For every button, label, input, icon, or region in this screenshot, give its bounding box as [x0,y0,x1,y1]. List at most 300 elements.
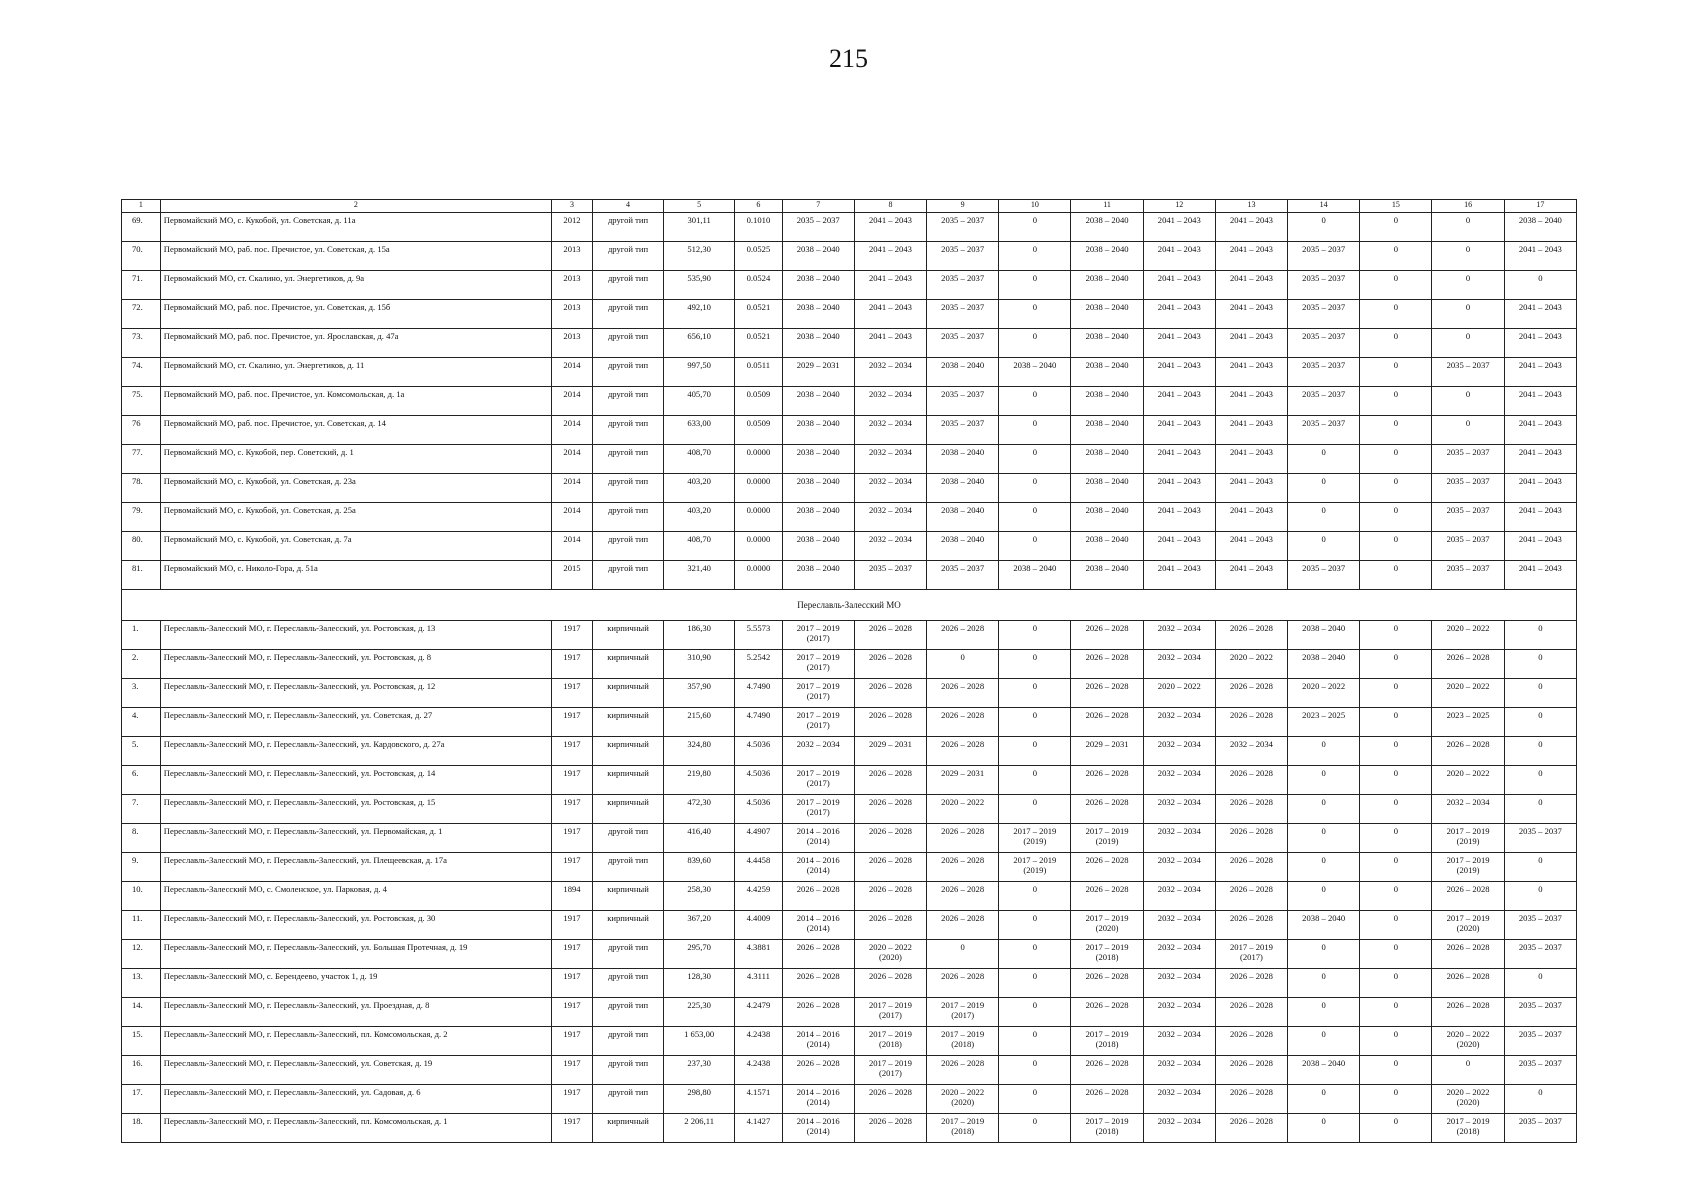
address: Первомайский МО, ст. Скалино, ул. Энергетиков, д. 11 [160,358,551,387]
period-c15: 0 [1360,708,1432,737]
period-c7: 2038 – 2040 [782,242,854,271]
wear-rate: 0.0521 [735,329,782,358]
period-c8 [854,1085,926,1114]
cell-period: 2026 – 2028 [1085,884,1129,894]
build-year: 1917 [552,708,593,737]
table-row [122,474,1577,503]
period-c11 [1071,795,1143,824]
address: Первомайский МО, с. Кукобой, ул. Советская, д. 11а [160,213,551,242]
row-number: 3. [122,679,161,708]
period-c17: 2041 – 2043 [1504,416,1576,445]
address: Первомайский МО, раб. пос. Пречистое, ул. Советская, д. 14 [160,416,551,445]
period-c8 [854,679,926,708]
cell-period: 2026 – 2028 [868,710,912,720]
wear-rate: 4.4907 [735,824,782,853]
period-c9 [927,969,999,998]
area: 215,60 [664,708,735,737]
cell-period: 2026 – 2028 [1229,826,1273,836]
period-c12: 2032 – 2034 [1143,969,1215,998]
column-number: 14 [1288,200,1360,213]
cell-period: 2032 – 2034 [1229,739,1273,749]
period-c9: 2038 – 2040 [927,503,999,532]
cell-period: 2017 – 2019 [796,652,840,662]
period-c15: 0 [1360,882,1432,911]
cell-period: 2026 – 2028 [796,971,840,981]
cell-period: 2026 – 2028 [1085,710,1129,720]
period-c15: 0 [1360,1085,1432,1114]
period-c7: 2038 – 2040 [782,561,854,590]
cell-planned-year: (2014) [806,1039,830,1050]
period-c12: 2032 – 2034 [1143,650,1215,679]
table-row [122,1056,1577,1085]
cell-period: 2026 – 2028 [941,826,985,836]
period-c14: 2035 – 2037 [1288,329,1360,358]
table-row [122,532,1577,561]
address: Переславль-Залесский МО, г. Переславль-Залесский, ул. Проездная, д. 8 [160,998,551,1027]
period-c16 [1432,1056,1504,1085]
period-c13 [1215,1085,1287,1114]
period-c9 [927,621,999,650]
wall-type: кирпичный [592,1114,663,1143]
row-number: 4. [122,708,161,737]
period-c14: 0 [1288,853,1360,882]
period-c12: 2032 – 2034 [1143,824,1215,853]
table-row [122,358,1577,387]
address: Переславль-Залесский МО, г. Переславль-Залесский, ул. Ростовская, д. 13 [160,621,551,650]
period-c14: 0 [1288,1027,1360,1056]
build-year: 2013 [552,242,593,271]
build-year: 1917 [552,1114,593,1143]
period-c12: 2041 – 2043 [1143,271,1215,300]
period-c9 [927,650,999,679]
wear-rate: 0.0000 [735,445,782,474]
table-row [122,650,1577,679]
period-c12: 2041 – 2043 [1143,474,1215,503]
period-c11 [1071,998,1143,1027]
row-number: 10. [122,882,161,911]
build-year: 1917 [552,621,593,650]
period-c14: 0 [1288,998,1360,1027]
row-number: 14. [122,998,161,1027]
address: Переславль-Залесский МО, г. Переславль-Залесский, ул. Ростовская, д. 8 [160,650,551,679]
period-c8: 2041 – 2043 [854,242,926,271]
build-year: 1917 [552,679,593,708]
row-number: 1. [122,621,161,650]
period-c14: 0 [1288,824,1360,853]
period-c9: 2035 – 2037 [927,300,999,329]
period-c14: 0 [1288,445,1360,474]
cell-period: 2026 – 2028 [868,855,912,865]
cell-period: 2026 – 2028 [941,855,985,865]
period-c9: 2038 – 2040 [927,358,999,387]
period-c10 [999,940,1071,969]
cell-planned-year: (2017) [806,662,830,673]
build-year: 1917 [552,940,593,969]
wall-type: другой тип [592,998,663,1027]
table-row [122,213,1577,242]
cell-period: 2017 – 2019 [1446,913,1490,923]
period-c13: 2041 – 2043 [1215,329,1287,358]
wall-type: другой тип [592,271,663,300]
build-year: 1917 [552,911,593,940]
period-c17: 2041 – 2043 [1504,329,1576,358]
cell-period: 2026 – 2028 [1446,739,1490,749]
period-c11: 2038 – 2040 [1071,300,1143,329]
row-number: 6. [122,766,161,795]
period-c16 [1432,940,1504,969]
period-c11: 2038 – 2040 [1071,213,1143,242]
cell-period: 2026 – 2028 [868,826,912,836]
column-number: 17 [1504,200,1576,213]
cell-planned-year: (2017) [806,807,830,818]
period-c14: 0 [1288,969,1360,998]
period-c15: 0 [1360,300,1432,329]
table-row [122,503,1577,532]
area: 997,50 [664,358,735,387]
cell-planned-year: (2020) [951,1097,975,1108]
period-c16 [1432,650,1504,679]
period-c15: 0 [1360,911,1432,940]
period-c12: 2032 – 2034 [1143,882,1215,911]
period-c14: 0 [1288,1085,1360,1114]
period-c17: 0 [1504,969,1576,998]
cell-planned-year: (2020) [1456,1039,1480,1050]
row-number: 12. [122,940,161,969]
address: Переславль-Залесский МО, с. Берендеево, участок 1, д. 19 [160,969,551,998]
address: Первомайский МО, раб. пос. Пречистое, ул. Ярославская, д. 47а [160,329,551,358]
period-c14: 2035 – 2037 [1288,416,1360,445]
area: 1 653,00 [664,1027,735,1056]
cell-period: 2026 – 2028 [941,971,985,981]
wall-type: другой тип [592,329,663,358]
address: Первомайский МО, с. Кукобой, ул. Советская, д. 7а [160,532,551,561]
period-c10 [999,621,1071,650]
address: Первомайский МО, с. Кукобой, пер. Советский, д. 1 [160,445,551,474]
period-c7 [782,795,854,824]
cell-period: 2032 – 2034 [1446,797,1490,807]
table-row [122,1114,1577,1143]
build-year: 1917 [552,1085,593,1114]
area: 321,40 [664,561,735,590]
wall-type: кирпичный [592,766,663,795]
cell-period: 2026 – 2028 [868,768,912,778]
period-c8 [854,940,926,969]
period-c8: 2035 – 2037 [854,561,926,590]
period-c12: 2032 – 2034 [1143,1085,1215,1114]
period-c12: 2032 – 2034 [1143,737,1215,766]
period-c7 [782,650,854,679]
cell-period: 2026 – 2028 [1446,942,1490,952]
period-c11 [1071,882,1143,911]
period-c11 [1071,650,1143,679]
period-c9: 2035 – 2037 [927,213,999,242]
period-c15: 0 [1360,737,1432,766]
row-number: 5. [122,737,161,766]
build-year: 2014 [552,416,593,445]
table-row [122,561,1577,590]
cell-period: 2017 – 2019 [1446,1116,1490,1126]
cell-period: 2029 – 2031 [941,768,985,778]
build-year: 1917 [552,824,593,853]
cell-planned-year: (2019) [1456,836,1480,847]
cell-planned-year: (2017) [878,1068,902,1079]
cell-period: 2026 – 2028 [1446,652,1490,662]
cell-period: 2017 – 2019 [941,1116,985,1126]
row-number: 9. [122,853,161,882]
cell-period: 2014 – 2016 [796,1087,840,1097]
wear-rate: 4.2438 [735,1027,782,1056]
period-c14: 2023 – 2025 [1288,708,1360,737]
period-c15: 0 [1360,1056,1432,1085]
cell-period: 2017 – 2019 [1446,855,1490,865]
period-c7: 2038 – 2040 [782,300,854,329]
period-c16 [1432,824,1504,853]
period-c15: 0 [1360,679,1432,708]
wall-type: другой тип [592,853,663,882]
cell-period: 2026 – 2028 [1085,1087,1129,1097]
period-c17: 0 [1504,882,1576,911]
cell-period: 2020 – 2022 [868,942,912,952]
period-c12: 2032 – 2034 [1143,766,1215,795]
wall-type: другой тип [592,300,663,329]
period-c12: 2032 – 2034 [1143,853,1215,882]
cell-period: 0 [1032,1087,1037,1097]
address: Переславль-Залесский МО, г. Переславль-Залесский, ул. Плещеевская, д. 17а [160,853,551,882]
wear-rate: 4.4009 [735,911,782,940]
period-c7: 2035 – 2037 [782,213,854,242]
period-c10: 0 [999,213,1071,242]
period-c8: 2041 – 2043 [854,329,926,358]
period-c15: 0 [1360,213,1432,242]
period-c9 [927,795,999,824]
period-c11 [1071,1114,1143,1143]
period-c14: 0 [1288,766,1360,795]
address: Переславль-Залесский МО, г. Переславль-Залесский, ул. Ростовская, д. 14 [160,766,551,795]
wear-rate: 4.2479 [735,998,782,1027]
area: 408,70 [664,532,735,561]
table-row [122,300,1577,329]
cell-period: 2026 – 2028 [868,652,912,662]
period-c12: 2032 – 2034 [1143,940,1215,969]
area: 656,10 [664,329,735,358]
period-c15: 0 [1360,474,1432,503]
row-number: 72. [122,300,161,329]
period-c10: 0 [999,300,1071,329]
period-c13: 2041 – 2043 [1215,271,1287,300]
period-c11: 2038 – 2040 [1071,329,1143,358]
period-c10: 0 [999,271,1071,300]
wear-rate: 0.0000 [735,474,782,503]
address: Первомайский МО, раб. пос. Пречистое, ул. Советская, д. 15а [160,242,551,271]
period-c16: 2035 – 2037 [1432,358,1504,387]
period-c13 [1215,795,1287,824]
table-row [122,1085,1577,1114]
wear-rate: 0.0525 [735,242,782,271]
area: 512,30 [664,242,735,271]
cell-period: 2026 – 2028 [1229,1087,1273,1097]
period-c13: 2041 – 2043 [1215,300,1287,329]
cell-period: 2026 – 2028 [796,1000,840,1010]
period-c14: 0 [1288,503,1360,532]
cell-period: 2026 – 2028 [941,739,985,749]
period-c16 [1432,882,1504,911]
column-number: 2 [160,200,551,213]
cell-period: 2026 – 2028 [868,1116,912,1126]
address: Переславль-Залесский МО, г. Переславль-Залесский, ул. Кардовского, д. 27а [160,737,551,766]
row-number: 13. [122,969,161,998]
build-year: 2014 [552,532,593,561]
cell-period: 0 [1032,739,1037,749]
cell-period: 2014 – 2016 [796,826,840,836]
period-c9: 2035 – 2037 [927,561,999,590]
period-c11: 2038 – 2040 [1071,532,1143,561]
section-row [122,590,1577,621]
build-year: 1917 [552,969,593,998]
period-c17: 0 [1504,271,1576,300]
period-c12: 2032 – 2034 [1143,1056,1215,1085]
row-number: 75. [122,387,161,416]
cell-planned-year: (2017) [951,1010,975,1021]
wear-rate: 0.0000 [735,561,782,590]
period-c9 [927,911,999,940]
period-c16: 2035 – 2037 [1432,503,1504,532]
period-c17: 0 [1504,766,1576,795]
period-c12: 2041 – 2043 [1143,416,1215,445]
period-c9 [927,1114,999,1143]
period-c16 [1432,708,1504,737]
period-c7: 2038 – 2040 [782,416,854,445]
cell-period: 2026 – 2028 [941,1058,985,1068]
table-row [122,416,1577,445]
period-c13 [1215,824,1287,853]
area: 219,80 [664,766,735,795]
column-number: 10 [999,200,1071,213]
period-c17: 0 [1504,650,1576,679]
area: 258,30 [664,882,735,911]
period-c8: 2041 – 2043 [854,213,926,242]
table-row [122,387,1577,416]
table-row [122,766,1577,795]
cell-planned-year: (2018) [951,1039,975,1050]
cell-period: 2014 – 2016 [796,1029,840,1039]
period-c7: 2038 – 2040 [782,532,854,561]
period-c14: 2035 – 2037 [1288,271,1360,300]
area: 225,30 [664,998,735,1027]
period-c8: 2032 – 2034 [854,532,926,561]
wall-type: кирпичный [592,621,663,650]
period-c7: 2029 – 2031 [782,358,854,387]
column-number: 7 [782,200,854,213]
table-row [122,882,1577,911]
wear-rate: 0.0524 [735,271,782,300]
period-c7 [782,708,854,737]
period-c11: 2038 – 2040 [1071,561,1143,590]
cell-planned-year: (2017) [806,691,830,702]
cell-period: 2026 – 2028 [1085,623,1129,633]
address: Переславль-Залесский МО, г. Переславль-Залесский, ул. Большая Протечная, д. 19 [160,940,551,969]
cell-period: 2017 – 2019 [1085,1116,1129,1126]
period-c14: 2035 – 2037 [1288,387,1360,416]
period-c11 [1071,940,1143,969]
period-c8: 2032 – 2034 [854,474,926,503]
cell-planned-year: (2017) [806,633,830,644]
period-c11: 2038 – 2040 [1071,387,1143,416]
period-c11 [1071,679,1143,708]
period-c11: 2038 – 2040 [1071,474,1143,503]
wear-rate: 0.0521 [735,300,782,329]
cell-period: 2017 – 2019 [1013,826,1057,836]
period-c16: 2035 – 2037 [1432,561,1504,590]
cell-period: 2017 – 2019 [1446,826,1490,836]
period-c17: 2035 – 2037 [1504,1027,1576,1056]
address: Переславль-Залесский МО, г. Переславль-Залесский, ул. Ростовская, д. 15 [160,795,551,824]
wall-type: другой тип [592,532,663,561]
period-c12: 2041 – 2043 [1143,242,1215,271]
wall-type: кирпичный [592,911,663,940]
cell-period: 2017 – 2019 [1085,826,1129,836]
wall-type: другой тип [592,561,663,590]
wall-type: другой тип [592,1085,663,1114]
cell-period: 2026 – 2028 [1229,1029,1273,1039]
wear-rate: 4.7490 [735,708,782,737]
cell-period: 2026 – 2028 [1229,855,1273,865]
cell-period: 2026 – 2028 [1229,1000,1273,1010]
period-c15: 0 [1360,650,1432,679]
area: 2 206,11 [664,1114,735,1143]
period-c9: 2035 – 2037 [927,387,999,416]
period-c8 [854,737,926,766]
cell-period: 2014 – 2016 [796,913,840,923]
period-c12: 2041 – 2043 [1143,358,1215,387]
row-number: 11. [122,911,161,940]
period-c16: 0 [1432,300,1504,329]
cell-period: 2026 – 2028 [1085,1000,1129,1010]
cell-period: 2017 – 2019 [1085,942,1129,952]
period-c8: 2032 – 2034 [854,358,926,387]
build-year: 2014 [552,358,593,387]
period-c8 [854,1114,926,1143]
cell-period: 2026 – 2028 [1229,913,1273,923]
cell-period: 2026 – 2028 [796,942,840,952]
wear-rate: 4.1571 [735,1085,782,1114]
period-c14: 0 [1288,882,1360,911]
wear-rate: 4.5036 [735,795,782,824]
period-c7 [782,737,854,766]
wear-rate: 4.7490 [735,679,782,708]
wall-type: кирпичный [592,795,663,824]
cell-planned-year: (2019) [1023,836,1047,847]
period-c8 [854,1027,926,1056]
period-c15: 0 [1360,503,1432,532]
period-c9: 2038 – 2040 [927,474,999,503]
period-c10: 0 [999,445,1071,474]
row-number: 15. [122,1027,161,1056]
period-c10: 2038 – 2040 [999,358,1071,387]
period-c13 [1215,1027,1287,1056]
page-number: 215 [829,44,868,73]
address: Переславль-Залесский МО, г. Переславль-Залесский, ул. Ростовская, д. 12 [160,679,551,708]
period-c17: 2035 – 2037 [1504,824,1576,853]
build-year: 1917 [552,1027,593,1056]
period-c11 [1071,969,1143,998]
area: 357,90 [664,679,735,708]
area: 633,00 [664,416,735,445]
period-c17: 2041 – 2043 [1504,474,1576,503]
wear-rate: 0.0511 [735,358,782,387]
cell-period: 2026 – 2028 [1085,768,1129,778]
cell-planned-year: (2014) [806,1097,830,1108]
period-c15: 0 [1360,969,1432,998]
